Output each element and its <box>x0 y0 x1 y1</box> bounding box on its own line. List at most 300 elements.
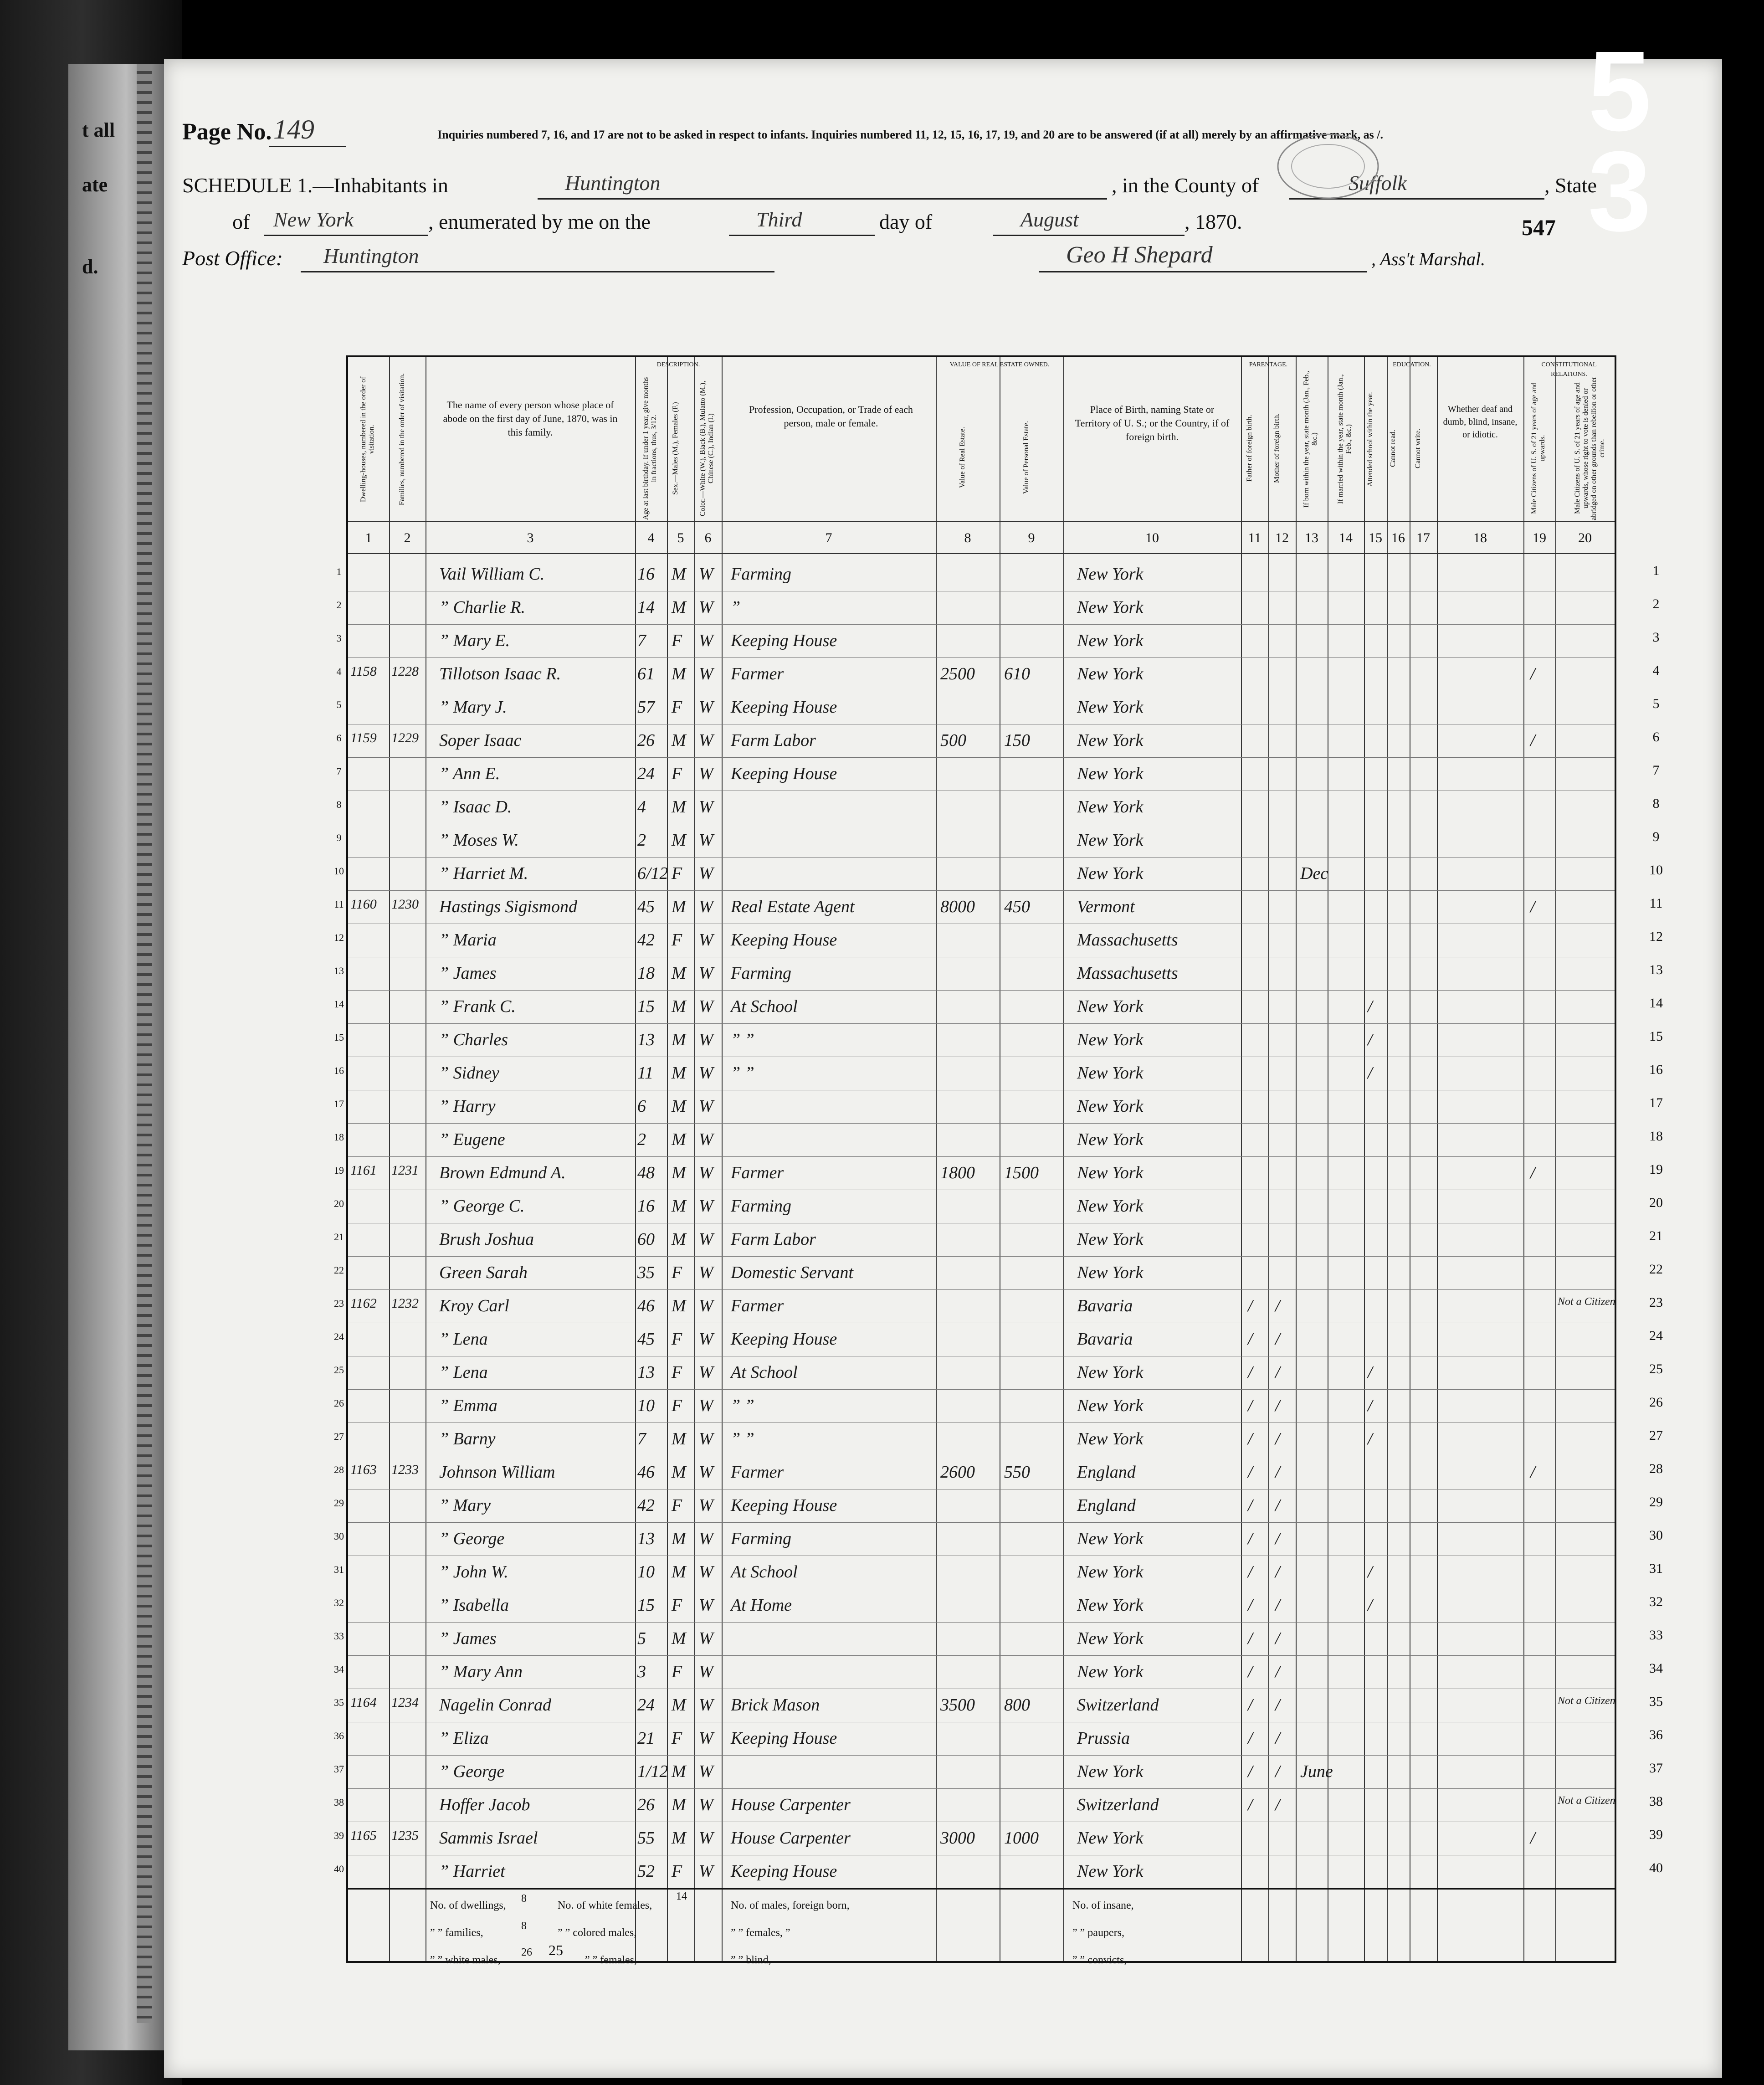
real-estate-value: 500 <box>940 731 966 750</box>
header-mother-foreign: Mother of foreign birth. <box>1273 413 1281 483</box>
person-name: ” Barny <box>439 1429 496 1448</box>
mother-foreign-mark: / <box>1275 1762 1280 1781</box>
mother-foreign-mark: / <box>1275 1396 1280 1415</box>
father-foreign-mark: / <box>1248 1795 1253 1814</box>
person-age: 48 <box>637 1163 655 1182</box>
attended-school-mark: / <box>1368 1429 1373 1448</box>
header-separator <box>348 521 1615 522</box>
row-number-right: 29 <box>1649 1494 1663 1510</box>
birthplace: New York <box>1077 1363 1144 1382</box>
mother-foreign-mark: / <box>1275 1662 1280 1681</box>
row-number-left: 25 <box>334 1364 344 1376</box>
person-occupation: Keeping House <box>731 1729 837 1748</box>
person-color: W <box>699 1030 713 1049</box>
person-age: 5 <box>637 1629 646 1648</box>
column-divider <box>1364 357 1365 1961</box>
column-divider <box>667 357 668 1961</box>
row-rule <box>348 1788 1615 1789</box>
person-age: 14 <box>637 598 655 617</box>
row-number-right: 18 <box>1649 1129 1663 1144</box>
person-occupation: Brick Mason <box>731 1695 820 1715</box>
column-divider <box>1437 357 1438 1961</box>
birthplace: New York <box>1077 698 1144 717</box>
row-rule <box>348 1755 1615 1756</box>
row-number-left: 3 <box>336 632 342 644</box>
row-rule <box>348 1655 1615 1656</box>
person-name: ” Moses W. <box>439 831 519 850</box>
birthplace: New York <box>1077 1097 1144 1116</box>
father-foreign-mark: / <box>1248 1695 1253 1715</box>
mother-foreign-mark: / <box>1275 1463 1280 1482</box>
person-occupation: Farming <box>731 964 791 983</box>
person-name: Green Sarah <box>439 1263 528 1282</box>
person-sex: F <box>672 1729 682 1748</box>
row-rule <box>348 1389 1615 1390</box>
row-number-right: 36 <box>1649 1727 1663 1742</box>
row-number-right: 26 <box>1649 1395 1663 1410</box>
instructions: Inquiries numbered 7, 16, and 17 are not to be asked in respect to infants. Inquiries numbered 11, 12, 15, 16, 17, 19, and 20 are to be answered (if at all) merely by an affirmative mark, as /. <box>437 128 1383 141</box>
person-color: W <box>699 1230 713 1249</box>
post-office-underline <box>301 271 774 272</box>
father-foreign-mark: / <box>1248 1562 1253 1582</box>
row-number-right: 14 <box>1649 996 1663 1011</box>
row-rule <box>348 1023 1615 1024</box>
person-age: 16 <box>637 565 655 584</box>
personal-estate-value: 800 <box>1004 1695 1030 1715</box>
person-name: ” Mary Ann <box>439 1662 523 1681</box>
real-estate-value: 3500 <box>940 1695 975 1715</box>
mother-foreign-mark: / <box>1275 1296 1280 1315</box>
birthplace: Bavaria <box>1077 1296 1133 1315</box>
row-number-right: 34 <box>1649 1661 1663 1676</box>
family-number: 1231 <box>391 1163 419 1178</box>
row-rule <box>348 1289 1615 1290</box>
real-estate-value: 2500 <box>940 664 975 683</box>
person-color: W <box>699 664 713 683</box>
person-sex: F <box>672 1662 682 1681</box>
row-number-right: 4 <box>1652 663 1660 678</box>
birthplace: New York <box>1077 1230 1144 1249</box>
person-sex: M <box>672 1795 686 1814</box>
birthplace: New York <box>1077 1130 1144 1149</box>
summary-white-males-alt: 25 <box>549 1942 563 1958</box>
header-male-citizens: Male Citizens of U. S. of 21 years of age and upwards. <box>1530 382 1546 514</box>
person-sex: M <box>672 1562 686 1582</box>
person-name: ” Mary <box>439 1496 491 1515</box>
person-age: 26 <box>637 1795 655 1814</box>
birthplace: Massachusetts <box>1077 930 1178 950</box>
header-dwellings: Dwelling-houses, numbered in the order of visitation. <box>359 376 375 502</box>
vote-denied-note: Not a Citizen <box>1558 1695 1615 1707</box>
summary-males-foreign-label: No. of males, foreign born, <box>731 1900 850 1911</box>
mother-foreign-mark: / <box>1275 1695 1280 1715</box>
person-color: W <box>699 997 713 1016</box>
row-number-right: 12 <box>1649 929 1663 944</box>
attended-school-mark: / <box>1368 1363 1373 1382</box>
person-color: W <box>699 1396 713 1415</box>
birthplace: New York <box>1077 731 1144 750</box>
person-name: ” George <box>439 1529 505 1548</box>
year: , 1870. <box>1185 210 1242 233</box>
father-foreign-mark: / <box>1248 1463 1253 1482</box>
column-divider <box>635 357 636 1961</box>
post-office-label: Post Office: <box>182 247 283 270</box>
person-age: 16 <box>637 1197 655 1216</box>
male-citizen-mark: / <box>1530 1828 1535 1848</box>
family-number: 1233 <box>391 1462 419 1477</box>
person-color: W <box>699 1795 713 1814</box>
person-sex: M <box>672 1197 686 1216</box>
person-age: 18 <box>637 964 655 983</box>
person-occupation: Keeping House <box>731 764 837 783</box>
person-age: 42 <box>637 1496 655 1515</box>
person-color: W <box>699 1130 713 1149</box>
row-number-left: 17 <box>334 1098 344 1109</box>
birthplace: New York <box>1077 864 1144 883</box>
person-color: W <box>699 731 713 750</box>
person-age: 13 <box>637 1030 655 1049</box>
person-color: W <box>699 1762 713 1781</box>
summary-separator <box>348 1888 1615 1890</box>
left-page-edge <box>68 64 173 2050</box>
father-foreign-mark: / <box>1248 1296 1253 1315</box>
row-number-right: 40 <box>1649 1860 1663 1875</box>
person-sex: M <box>672 1130 686 1149</box>
dwelling-number: 1161 <box>350 1163 377 1178</box>
row-number-right: 38 <box>1649 1794 1663 1809</box>
person-color: W <box>699 1828 713 1848</box>
column-number: 4 <box>647 530 655 545</box>
person-name: Nagelin Conrad <box>439 1695 551 1715</box>
row-number-right: 23 <box>1649 1295 1663 1310</box>
left-page-fragment: t all <box>82 119 115 141</box>
row-number-left: 4 <box>336 666 342 677</box>
person-color: W <box>699 631 713 650</box>
person-occupation: At School <box>731 1363 798 1382</box>
row-number-right: 9 <box>1652 829 1660 844</box>
person-occupation: Keeping House <box>731 1862 837 1881</box>
family-number: 1230 <box>391 897 419 912</box>
header-birthplace: Place of Birth, naming State or Territory of U. S.; or the Country, if of foreign birth. <box>1075 404 1230 442</box>
header-constitutional: CONSTITUTIONAL RELATIONS. <box>1541 361 1597 378</box>
census-table <box>334 355 1616 1966</box>
header-value-real-estate: VALUE OF REAL ESTATE OWNED. <box>949 361 1050 368</box>
row-number-right: 21 <box>1649 1228 1663 1243</box>
person-color: W <box>699 1529 713 1548</box>
person-color: W <box>699 1363 713 1382</box>
birthplace: New York <box>1077 1197 1144 1216</box>
state-label: , State <box>1544 174 1597 197</box>
father-foreign-mark: / <box>1248 1729 1253 1748</box>
born-within-year: Dec <box>1300 864 1328 883</box>
person-color: W <box>699 1463 713 1482</box>
column-divider <box>389 357 390 1961</box>
attended-school-mark: / <box>1368 1396 1373 1415</box>
marshal-signature: Geo H Shepard <box>1066 242 1213 268</box>
row-number-left: 10 <box>334 865 344 877</box>
person-sex: M <box>672 797 686 817</box>
month-underline <box>993 235 1185 236</box>
column-divider <box>1241 357 1242 1961</box>
mother-foreign-mark: / <box>1275 1330 1280 1349</box>
attended-school-mark: / <box>1368 1030 1373 1049</box>
row-number-right: 19 <box>1649 1162 1663 1177</box>
family-number: 1232 <box>391 1296 419 1311</box>
row-rule <box>348 990 1615 991</box>
summary-paupers-label: ” ” paupers, <box>1072 1927 1124 1939</box>
person-occupation: Farming <box>731 1529 791 1548</box>
birthplace: New York <box>1077 831 1144 850</box>
row-number-right: 16 <box>1649 1062 1663 1077</box>
row-number-right: 7 <box>1652 763 1660 778</box>
schedule-label: SCHEDULE 1.—Inhabitants in <box>182 174 448 197</box>
header-description: DESCRIPTION. <box>656 361 700 368</box>
person-occupation: Farmer <box>731 1296 784 1315</box>
person-age: 2 <box>637 1130 646 1149</box>
column-divider <box>1555 357 1556 1961</box>
row-number-left: 1 <box>336 566 342 577</box>
father-foreign-mark: / <box>1248 1662 1253 1681</box>
county: Suffolk <box>1349 171 1407 195</box>
row-number-right: 6 <box>1652 729 1660 745</box>
column-number: 9 <box>1028 530 1035 545</box>
attended-school-mark: / <box>1368 997 1373 1016</box>
person-age: 7 <box>637 631 646 650</box>
person-occupation: ” ” <box>731 1030 754 1049</box>
row-number-left: 37 <box>334 1763 344 1775</box>
month: August <box>1020 208 1079 231</box>
person-name: ” George <box>439 1762 505 1781</box>
person-color: W <box>699 764 713 783</box>
corner-number <box>1544 27 1695 255</box>
birthplace: New York <box>1077 631 1144 650</box>
birthplace: New York <box>1077 1662 1144 1681</box>
mother-foreign-mark: / <box>1275 1729 1280 1748</box>
person-color: W <box>699 897 713 916</box>
person-color: W <box>699 1629 713 1648</box>
row-number-right: 2 <box>1652 596 1660 611</box>
person-occupation: ” ” <box>731 1063 754 1083</box>
left-page-ruled-strip <box>137 64 152 2023</box>
birthplace: New York <box>1077 1396 1144 1415</box>
row-number-right: 35 <box>1649 1694 1663 1709</box>
person-name: ” Charlie R. <box>439 598 525 617</box>
row-rule <box>348 757 1615 758</box>
left-page-fragment: ate <box>82 174 108 196</box>
person-age: 52 <box>637 1862 655 1881</box>
real-estate-value: 8000 <box>940 897 975 916</box>
person-color: W <box>699 598 713 617</box>
row-number-right: 22 <box>1649 1262 1663 1277</box>
person-color: W <box>699 1097 713 1116</box>
person-name: ” Isabella <box>439 1596 509 1615</box>
male-citizen-mark: / <box>1530 1163 1535 1182</box>
person-name: Tillotson Isaac R. <box>439 664 561 683</box>
column-number-separator <box>348 553 1615 554</box>
person-color: W <box>699 1562 713 1582</box>
person-age: 13 <box>637 1529 655 1548</box>
person-sex: F <box>672 864 682 883</box>
row-number-left: 2 <box>336 599 342 611</box>
summary-white-females: 14 <box>676 1890 687 1902</box>
column-number: 13 <box>1305 530 1318 545</box>
vote-denied-note: Not a Citizen <box>1558 1795 1615 1807</box>
father-foreign-mark: / <box>1248 1529 1253 1548</box>
birthplace: New York <box>1077 1529 1144 1548</box>
family-number: 1234 <box>391 1695 419 1710</box>
row-number-left: 29 <box>334 1497 344 1509</box>
row-rule <box>348 1123 1615 1124</box>
column-divider <box>1523 357 1524 1961</box>
row-number-left: 19 <box>334 1165 344 1176</box>
person-name: Kroy Carl <box>439 1296 509 1315</box>
row-number-left: 5 <box>336 699 342 710</box>
person-sex: M <box>672 1030 686 1049</box>
row-number-left: 6 <box>336 732 342 744</box>
marshal-label: , Ass't Marshal. <box>1371 249 1486 269</box>
person-age: 55 <box>637 1828 655 1848</box>
person-name: Brown Edmund A. <box>439 1163 566 1182</box>
mother-foreign-mark: / <box>1275 1795 1280 1814</box>
of-label: of <box>232 210 250 233</box>
birthplace: New York <box>1077 764 1144 783</box>
mother-foreign-mark: / <box>1275 1363 1280 1382</box>
birthplace: New York <box>1077 1163 1144 1182</box>
person-age: 45 <box>637 1330 655 1349</box>
person-name: ” Mary E. <box>439 631 510 650</box>
column-number: 10 <box>1145 530 1159 545</box>
person-name: Vail William C. <box>439 565 545 584</box>
row-rule <box>348 857 1615 858</box>
dwelling-number: 1160 <box>350 897 377 912</box>
person-sex: M <box>672 1529 686 1548</box>
person-color: W <box>699 1862 713 1881</box>
archive-seal-icon <box>1276 132 1380 200</box>
person-sex: F <box>672 930 682 950</box>
person-sex: F <box>672 1496 682 1515</box>
person-sex: M <box>672 1296 686 1315</box>
person-age: 11 <box>637 1063 654 1083</box>
person-occupation: Keeping House <box>731 930 837 950</box>
person-name: ” John W. <box>439 1562 508 1582</box>
person-sex: M <box>672 1828 686 1848</box>
column-number: 5 <box>677 530 684 545</box>
person-occupation: Keeping House <box>731 1330 837 1349</box>
personal-estate-value: 610 <box>1004 664 1030 683</box>
column-divider <box>722 357 723 1961</box>
row-number-left: 33 <box>334 1630 344 1642</box>
person-sex: F <box>672 1396 682 1415</box>
column-number: 17 <box>1416 530 1430 545</box>
person-name: Brush Joshua <box>439 1230 534 1249</box>
row-number-right: 11 <box>1649 896 1663 911</box>
person-name: ” Isaac D. <box>439 797 512 817</box>
row-number-left: 31 <box>334 1564 344 1575</box>
header-personal-estate: Value of Personal Estate. <box>1022 421 1030 494</box>
person-sex: M <box>672 831 686 850</box>
person-occupation: ” ” <box>731 1429 754 1448</box>
person-sex: M <box>672 897 686 916</box>
row-number-left: 12 <box>334 932 344 943</box>
father-foreign-mark: / <box>1248 1496 1253 1515</box>
person-sex: M <box>672 731 686 750</box>
person-color: W <box>699 831 713 850</box>
header-name: The name of every person whose place of abode on the first day of June, 1870, was in this family. <box>443 399 618 438</box>
person-sex: M <box>672 1097 686 1116</box>
birthplace: New York <box>1077 1629 1144 1648</box>
column-divider <box>1268 357 1269 1961</box>
birthplace: Massachusetts <box>1077 964 1178 983</box>
person-sex: F <box>672 1862 682 1881</box>
mother-foreign-mark: / <box>1275 1629 1280 1648</box>
person-name: Hoffer Jacob <box>439 1795 530 1814</box>
dwelling-number: 1164 <box>350 1695 377 1710</box>
personal-estate-value: 550 <box>1004 1463 1030 1482</box>
person-occupation: Farming <box>731 565 791 584</box>
birthplace: New York <box>1077 1562 1144 1582</box>
row-number-left: 34 <box>334 1664 344 1675</box>
header-born-within-year: If born within the year, state month (Jan., Feb., &c.) <box>1302 370 1318 508</box>
column-number: 14 <box>1339 530 1353 545</box>
father-foreign-mark: / <box>1248 1629 1253 1648</box>
row-number-left: 35 <box>334 1697 344 1708</box>
person-sex: F <box>672 764 682 783</box>
person-occupation: ” <box>731 598 741 617</box>
row-number-right: 24 <box>1649 1328 1663 1343</box>
person-color: W <box>699 1662 713 1681</box>
person-name: ” James <box>439 964 497 983</box>
person-color: W <box>699 930 713 950</box>
summary-white-males: 26 <box>521 1946 532 1958</box>
left-page-fragment: d. <box>82 256 98 278</box>
row-number-left: 18 <box>334 1131 344 1143</box>
row-number-left: 9 <box>336 832 342 843</box>
person-age: 3 <box>637 1662 646 1681</box>
row-number-left: 21 <box>334 1231 344 1243</box>
birthplace: New York <box>1077 1596 1144 1615</box>
header-deaf-dumb: Whether deaf and dumb, blind, insane, or idiotic. <box>1443 404 1518 440</box>
person-sex: F <box>672 1363 682 1382</box>
dwelling-number: 1162 <box>350 1296 377 1311</box>
person-sex: M <box>672 997 686 1016</box>
birthplace: England <box>1077 1463 1136 1482</box>
person-color: W <box>699 1429 713 1448</box>
row-number-left: 39 <box>334 1830 344 1841</box>
person-age: 1/12 <box>637 1762 668 1781</box>
person-name: ” Emma <box>439 1396 497 1415</box>
column-number: 11 <box>1248 530 1261 545</box>
dwelling-number: 1159 <box>350 730 377 745</box>
post-office: Huntington <box>323 244 419 267</box>
header-education: EDUCATION. <box>1393 361 1431 368</box>
person-name: ” Sidney <box>439 1063 499 1083</box>
person-occupation: Farm Labor <box>731 1230 816 1249</box>
summary-white-males-label: ” ” white males, <box>430 1954 501 1966</box>
person-sex: M <box>672 1629 686 1648</box>
header-father-foreign: Father of foreign birth. <box>1246 415 1253 482</box>
row-number-right: 37 <box>1649 1761 1663 1776</box>
person-sex: M <box>672 1762 686 1781</box>
male-citizen-mark: / <box>1530 664 1535 683</box>
birthplace: Switzerland <box>1077 1695 1159 1715</box>
person-occupation: ” ” <box>731 1396 754 1415</box>
state: New York <box>273 208 354 231</box>
column-number: 18 <box>1473 530 1487 545</box>
mother-foreign-mark: / <box>1275 1529 1280 1548</box>
row-number-left: 38 <box>334 1797 344 1808</box>
birthplace: New York <box>1077 1263 1144 1282</box>
row-number-right: 1 <box>1652 563 1660 578</box>
